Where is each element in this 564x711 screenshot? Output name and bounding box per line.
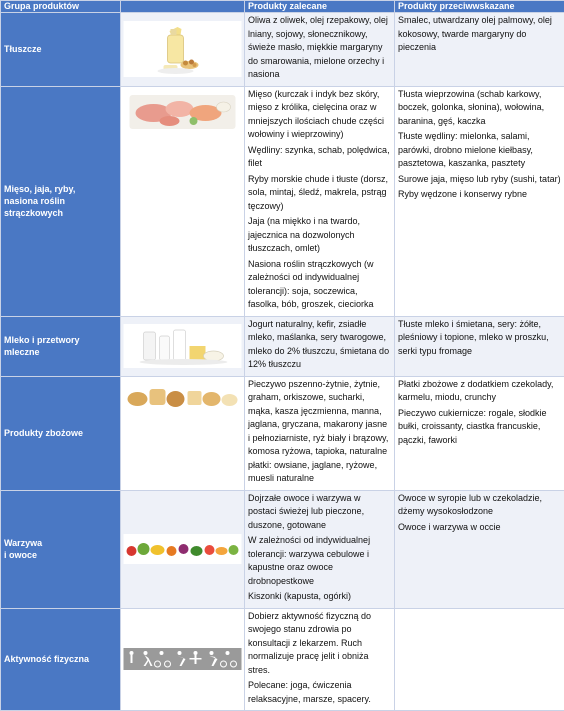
header-not-recommended: Produkty przeciwwskazane (395, 1, 564, 13)
not-recommended-cell (395, 608, 564, 711)
recommended-cell (245, 490, 395, 608)
recommended-text: W zależności od indywidualnej tolerancji: warzywa cebulowe i kapustne oraz owoce drobnopestkowe (248, 534, 391, 588)
not-recommended-text: Smalec, utwardzany olej palmowy, olej kokosowy, twarde margaryny do pieczenia (398, 14, 561, 55)
recommended-text: Jaja (na miękko i na twardo, jajecznica na dozwolonych tłuszczach, omlet) (248, 215, 391, 256)
group-label: Mleko i przetwory mleczne (1, 316, 121, 376)
not-recommended-text: Tłusta wieprzowina (schab karkowy, boczek, golonka, słonina), wołowina, baranina, gęś, kaczka (398, 88, 561, 129)
not-recommended-cell (395, 490, 564, 608)
not-recommended-cell (395, 13, 564, 87)
fats-image (121, 13, 245, 87)
not-recommended-cell (395, 86, 564, 316)
table-row (1, 490, 564, 608)
recommended-cell (245, 376, 395, 490)
recommended-text: Wędliny: szynka, schab, polędwica, filet (248, 144, 391, 171)
grain-products-image (121, 376, 245, 490)
recommended-text: Dobierz aktywność fizyczną do swojego stanu zdrowia po konsultacji z lekarzem. Ruch normalizuje pracę jelit i obniża stres. (248, 610, 391, 678)
group-label: Produkty zbożowe (1, 376, 121, 490)
group-label: Tłuszcze (1, 13, 121, 87)
recommended-text: Mięso (kurczak i indyk bez skóry, mięso z królika, cielęcina oraz w mniejszych ilościach chude części wołowiny i wieprzowiny) (248, 88, 391, 142)
group-label: Warzywa i owoce (1, 490, 121, 608)
recommended-text: Kiszonki (kapusta, ogórki) (248, 590, 391, 604)
table-row (1, 316, 564, 376)
recommended-text: Jogurt naturalny, kefir, zsiadłe mleko, maślanka, sery twarogowe, mleko do 2% tłuszczu, śmietana do 12% tłuszczu (248, 318, 391, 372)
table-row (1, 86, 564, 316)
not-recommended-text: Tłuste mleko i śmietana, sery: żółte, pleśniowy i topione, mleko w proszku, serki typu fromage (398, 318, 561, 359)
header-recommended: Produkty zalecane (245, 1, 395, 13)
header-image (121, 1, 245, 13)
recommended-text: Polecane: joga, ćwiczenia relaksacyjne, marsze, spacery. (248, 679, 391, 706)
recommended-cell (245, 608, 395, 711)
table-row (1, 376, 564, 490)
recommended-text: Oliwa z oliwek, olej rzepakowy, olej lniany, sojowy, słonecznikowy, świeże masło, miękkie margaryny do smarowania, mielone orzechy i nasiona (248, 14, 391, 82)
recommended-cell (245, 316, 395, 376)
not-recommended-text: Owoce i warzywa w occie (398, 521, 561, 535)
recommended-cell (245, 86, 395, 316)
not-recommended-text: Płatki zbożowe z dodatkiem czekolady, karmelu, miodu, crunchy (398, 378, 561, 405)
not-recommended-cell (395, 316, 564, 376)
recommended-text: Nasiona roślin strączkowych (w zależności od indywidualnej tolerancji): soja, soczewica, fasolka, bób, groszek, cieciorka (248, 258, 391, 312)
group-label: Mięso, jaja, ryby, nasiona roślin strączkowych (1, 86, 121, 316)
table-row (1, 13, 564, 87)
recommended-text: Dojrzałe owoce i warzywa w postaci świeżej lub pieczone, duszone, gotowane (248, 492, 391, 533)
not-recommended-cell (395, 376, 564, 490)
vegetables-fruits-image (121, 490, 245, 608)
header-row (1, 1, 564, 13)
group-label: Aktywność fizyczna (1, 608, 121, 711)
not-recommended-text: Surowe jaja, mięso lub ryby (sushi, tatar) (398, 173, 561, 187)
not-recommended-text: Owoce w syropie lub w czekoladzie, dżemy wysokosłodzone (398, 492, 561, 519)
dairy-image (121, 316, 245, 376)
meat-fish-image (121, 86, 245, 316)
header-group: Grupa produktów (1, 1, 121, 13)
recommended-text: Pieczywo pszenno-żytnie, żytnie, graham, orkiszowe, sucharki, mąka, kasza jęczmienna, manna, jaglana, gryczana, makarony jasne i pełnoziarniste, ryż biały i brązowy, komosa ryżowa, tapioka, naturalne płatki: owsiane, jaglane, ryżowe, muesli naturalne (248, 378, 391, 486)
table-row (1, 608, 564, 711)
physical-activity-image (121, 608, 245, 711)
not-recommended-text: Ryby wędzone i konserwy rybne (398, 188, 561, 202)
recommended-cell (245, 13, 395, 87)
not-recommended-text: Pieczywo cukiernicze: rogale, słodkie bułki, croissanty, ciastka francuskie, pączki, faworki (398, 407, 561, 448)
not-recommended-text: Tłuste wędliny: mielonka, salami, parówki, drobno mielone kiełbasy, pasztetowa, kaszanka, pasztety (398, 130, 561, 171)
recommended-text: Ryby morskie chude i tłuste (dorsz, sola, mintaj, śledź, makrela, pstrąg tęczowy) (248, 173, 391, 214)
